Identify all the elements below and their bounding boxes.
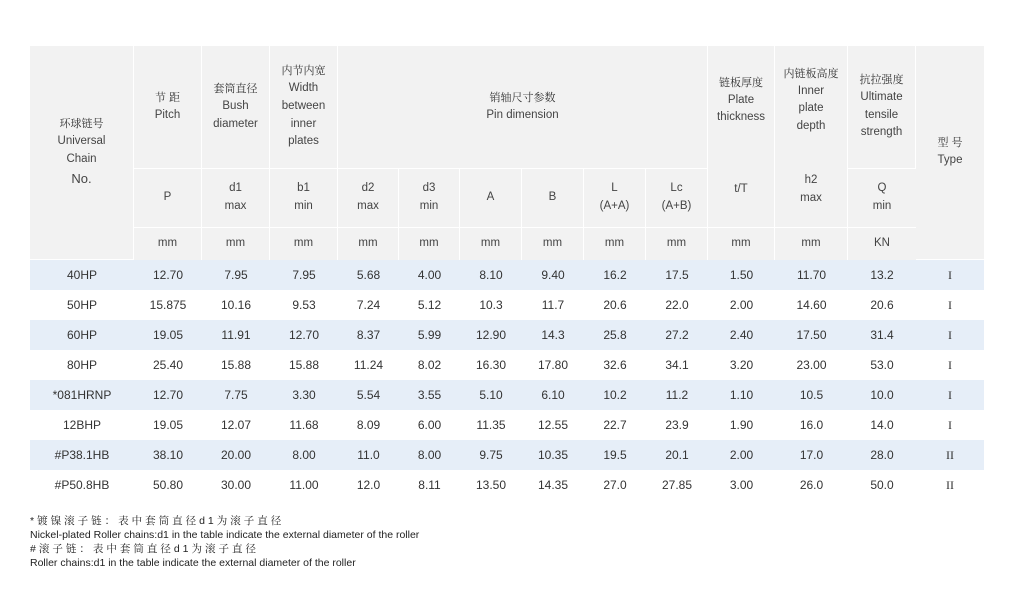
table-cell: 10.2 xyxy=(584,380,646,410)
unit-pitch: mm xyxy=(134,228,202,260)
header-en-label: Bush xyxy=(222,99,249,112)
header-limit: min xyxy=(419,200,439,212)
table-row xyxy=(30,470,984,500)
symbol-pin-d3 xyxy=(399,169,460,228)
table-cell: 11.68 xyxy=(270,410,338,440)
table-cell: 11.00 xyxy=(270,470,338,500)
table-cell: 11.0 xyxy=(338,440,399,470)
table-cell: 28.0 xyxy=(848,440,916,470)
table-cell: 25.8 xyxy=(584,320,646,350)
type-cell: I xyxy=(916,410,984,440)
header-symbol: A xyxy=(486,191,495,204)
unit-pin-a: mm xyxy=(460,228,522,260)
header-en-label: plate xyxy=(798,102,824,115)
symbol-pin-l xyxy=(584,169,646,228)
table-cell: 10.0 xyxy=(848,380,916,410)
table-cell: 12.55 xyxy=(522,410,584,440)
symbol-pin-a xyxy=(460,169,522,228)
unit-pin-d2: mm xyxy=(338,228,399,260)
table-cell: 6.10 xyxy=(522,380,584,410)
table-cell: 19.5 xyxy=(584,440,646,470)
table-cell: 50.80 xyxy=(134,470,202,500)
unit-pin-lc: mm xyxy=(646,228,708,260)
chain-number-cell: #P38.1HB xyxy=(30,440,134,470)
symbol-pin-d2 xyxy=(338,169,399,228)
table-cell: 38.10 xyxy=(134,440,202,470)
table-cell: 16.0 xyxy=(775,410,848,440)
table-cell: 12.90 xyxy=(460,320,522,350)
table-cell: 1.90 xyxy=(708,410,775,440)
table-cell: 13.50 xyxy=(460,470,522,500)
unit-tensile: KN xyxy=(874,237,890,250)
table-cell: 7.24 xyxy=(338,290,399,320)
table-cell: 10.35 xyxy=(522,440,584,470)
symbol-pitch xyxy=(134,169,202,228)
unit-inner-depth: mm xyxy=(775,228,848,260)
header-symbol: d2 xyxy=(361,182,375,195)
table-cell: 20.6 xyxy=(584,290,646,320)
table-row xyxy=(30,350,984,380)
table-cell: 2.00 xyxy=(708,290,775,320)
table-cell: 22.7 xyxy=(584,410,646,440)
table-cell: 10.16 xyxy=(202,290,270,320)
header-limit: max xyxy=(224,200,247,212)
table-cell: 8.37 xyxy=(338,320,399,350)
header-cn-label: 链板厚度 xyxy=(719,76,764,89)
header-limit: min xyxy=(294,200,313,212)
note-roller-cn: #滚子链：表中套筒直径d1为滚子直径 xyxy=(30,543,260,555)
type-cell: I xyxy=(916,320,984,350)
table-cell: 5.12 xyxy=(399,290,460,320)
header-cn-label: 抗拉强度 xyxy=(859,73,904,86)
table-cell: 7.75 xyxy=(202,380,270,410)
table-cell: 17.50 xyxy=(775,320,848,350)
header-pin-dimension xyxy=(338,46,708,169)
symbol-pin-b xyxy=(522,169,584,228)
table-cell: 27.85 xyxy=(646,470,708,500)
header-limit: (A+A) xyxy=(599,200,630,212)
chain-number-cell: 60HP xyxy=(30,320,134,350)
header-plate-thickness xyxy=(708,46,775,228)
header-cn-label: 节 距 xyxy=(154,91,181,104)
chain-number-cell: *081HRNP xyxy=(30,380,134,410)
chain-number-cell: 40HP xyxy=(30,260,134,290)
table-body xyxy=(30,260,984,500)
table-cell: 9.75 xyxy=(460,440,522,470)
header-symbol: P xyxy=(163,191,172,204)
table-row xyxy=(30,260,984,290)
table-cell: 9.53 xyxy=(270,290,338,320)
table-cell: 34.1 xyxy=(646,350,708,380)
note-nickel-en: Nickel-plated Roller chains:d1 in the table indicate the external diameter of the roller xyxy=(30,529,420,541)
table-cell: 2.40 xyxy=(708,320,775,350)
table-cell: 50.0 xyxy=(848,470,916,500)
table-cell: 25.40 xyxy=(134,350,202,380)
table-cell: 11.2 xyxy=(646,380,708,410)
table-cell: 26.0 xyxy=(775,470,848,500)
table-cell: 8.00 xyxy=(270,440,338,470)
chain-number-cell: 12BHP xyxy=(30,410,134,440)
header-symbol: Lc xyxy=(670,182,683,195)
table-cell: 20.1 xyxy=(646,440,708,470)
header-pitch xyxy=(134,46,202,169)
type-cell: II xyxy=(916,470,984,500)
header-symbol: d3 xyxy=(422,182,436,195)
table-cell: 4.00 xyxy=(399,260,460,290)
type-cell: II xyxy=(916,440,984,470)
header-en-label: Chain xyxy=(66,152,97,165)
symbol-tensile xyxy=(848,169,916,228)
table-cell: 17.80 xyxy=(522,350,584,380)
chain-number-cell: 50HP xyxy=(30,290,134,320)
table-cell: 5.10 xyxy=(460,380,522,410)
header-en-label: Type xyxy=(937,154,963,167)
type-cell: I xyxy=(916,290,984,320)
table-cell: 8.09 xyxy=(338,410,399,440)
chain-number-cell: #P50.8HB xyxy=(30,470,134,500)
table-cell: 5.99 xyxy=(399,320,460,350)
chain-number-cell: 80HP xyxy=(30,350,134,380)
header-cn-label: 套筒直径 xyxy=(213,82,258,95)
unit-plate: mm xyxy=(708,228,775,260)
header-type xyxy=(916,46,984,260)
header-en-label: thickness xyxy=(717,111,765,124)
header-symbol: Q xyxy=(877,182,887,195)
header-row-units xyxy=(30,228,984,260)
table-cell: 15.88 xyxy=(202,350,270,380)
table-row xyxy=(30,410,984,440)
header-symbol: B xyxy=(548,191,557,204)
table-cell: 1.50 xyxy=(708,260,775,290)
header-limit: max xyxy=(800,191,822,204)
unit-pin-b: mm xyxy=(522,228,584,260)
header-en-label: Inner xyxy=(797,84,825,97)
table-cell: 1.10 xyxy=(708,380,775,410)
unit-pin-l: mm xyxy=(584,228,646,260)
table-cell: 7.95 xyxy=(270,260,338,290)
unit-width: mm xyxy=(270,228,338,260)
table-cell: 5.54 xyxy=(338,380,399,410)
table-cell: 27.2 xyxy=(646,320,708,350)
table-cell: 15.88 xyxy=(270,350,338,380)
header-cn-label: 环球链号 xyxy=(59,118,104,131)
table-cell: 31.4 xyxy=(848,320,916,350)
table-cell: 12.07 xyxy=(202,410,270,440)
header-cn-label: 内链板高度 xyxy=(783,67,839,80)
table-cell: 22.0 xyxy=(646,290,708,320)
table-cell: 11.7 xyxy=(522,290,584,320)
table-cell: 14.0 xyxy=(848,410,916,440)
table-cell: 8.11 xyxy=(399,470,460,500)
header-limit: max xyxy=(357,200,379,212)
table-cell: 8.10 xyxy=(460,260,522,290)
header-width-between-plates xyxy=(270,46,338,169)
symbol-width xyxy=(270,169,338,228)
symbol-pin-lc xyxy=(646,169,708,228)
header-cn-label: 内节内宽 xyxy=(281,64,326,77)
header-en-label: inner xyxy=(290,117,317,130)
header-symbol: t/T xyxy=(734,182,748,195)
header-ultimate-tensile-strength xyxy=(848,46,916,169)
header-limit: min xyxy=(872,200,892,212)
table-cell: 12.0 xyxy=(338,470,399,500)
type-cell: I xyxy=(916,260,984,290)
header-en-label: Width xyxy=(288,81,319,94)
header-en-label: strength xyxy=(860,126,903,139)
header-symbol: d1 xyxy=(229,182,242,195)
header-universal-chain xyxy=(30,46,134,260)
unit-pin-d3: mm xyxy=(399,228,460,260)
table-cell: 3.55 xyxy=(399,380,460,410)
table-cell: 23.9 xyxy=(646,410,708,440)
table-row xyxy=(30,440,984,470)
header-cn-label: 销轴尺寸参数 xyxy=(489,91,556,104)
header-cn-label: 型 号 xyxy=(937,137,963,150)
table-row xyxy=(30,290,984,320)
header-symbol: L xyxy=(611,182,618,195)
table-cell: 14.3 xyxy=(522,320,584,350)
table-cell: 8.00 xyxy=(399,440,460,470)
note-nickel-cn: *镀镍滚子链：表中套筒直径d1为滚子直径 xyxy=(30,515,285,527)
table-cell: 12.70 xyxy=(134,260,202,290)
header-en-label: depth xyxy=(796,120,826,133)
table-cell: 12.70 xyxy=(270,320,338,350)
table-cell: 19.05 xyxy=(134,410,202,440)
table-cell: 20.6 xyxy=(848,290,916,320)
table-cell: 10.5 xyxy=(775,380,848,410)
unit-bush: mm xyxy=(202,228,270,260)
header-en-label: Pitch xyxy=(154,108,181,121)
table-cell: 3.30 xyxy=(270,380,338,410)
table-cell: 16.2 xyxy=(584,260,646,290)
type-cell: I xyxy=(916,380,984,410)
table-cell: 6.00 xyxy=(399,410,460,440)
table-cell: 7.95 xyxy=(202,260,270,290)
table-cell: 9.40 xyxy=(522,260,584,290)
header-en-label: tensile xyxy=(864,108,899,121)
table-cell: 11.91 xyxy=(202,320,270,350)
table-cell: 8.02 xyxy=(399,350,460,380)
header-inner-plate-depth xyxy=(775,46,848,228)
header-en-label: plates xyxy=(288,135,319,148)
table-cell: 2.00 xyxy=(708,440,775,470)
table-cell: 10.3 xyxy=(460,290,522,320)
table-cell: 19.05 xyxy=(134,320,202,350)
table-cell: 3.00 xyxy=(708,470,775,500)
footnotes xyxy=(30,514,419,570)
table-cell: 11.70 xyxy=(775,260,848,290)
chain-spec-table xyxy=(30,46,984,500)
header-en-label: Plate xyxy=(727,93,755,106)
table-cell: 14.60 xyxy=(775,290,848,320)
header-en-label: Pin dimension xyxy=(486,108,559,121)
table-cell: 5.68 xyxy=(338,260,399,290)
header-limit: (A+B) xyxy=(661,200,692,212)
table-cell: 30.00 xyxy=(202,470,270,500)
table-cell: 27.0 xyxy=(584,470,646,500)
header-symbol: b1 xyxy=(297,182,310,195)
table-cell: 11.24 xyxy=(338,350,399,380)
table-cell: 53.0 xyxy=(848,350,916,380)
table-cell: 17.5 xyxy=(646,260,708,290)
table-cell: 14.35 xyxy=(522,470,584,500)
type-cell: I xyxy=(916,350,984,380)
table-cell: 13.2 xyxy=(848,260,916,290)
symbol-bush xyxy=(202,169,270,228)
header-en-label: Universal xyxy=(57,135,106,148)
header-en-label: between xyxy=(281,99,326,112)
table-cell: 17.0 xyxy=(775,440,848,470)
header-row-labels xyxy=(30,46,984,169)
table-cell: 11.35 xyxy=(460,410,522,440)
table-cell: 16.30 xyxy=(460,350,522,380)
table-row xyxy=(30,320,984,350)
note-roller-en: Roller chains:d1 in the table indicate the external diameter of the roller xyxy=(30,557,356,569)
header-en-label: Ultimate xyxy=(860,90,903,103)
table-cell: 23.00 xyxy=(775,350,848,380)
table-cell: 20.00 xyxy=(202,440,270,470)
header-symbol: h2 xyxy=(804,173,818,186)
table-cell: 3.20 xyxy=(708,350,775,380)
header-bush-diameter xyxy=(202,46,270,169)
table-cell: 15.875 xyxy=(134,290,202,320)
table-cell: 12.70 xyxy=(134,380,202,410)
table-cell: 32.6 xyxy=(584,350,646,380)
header-en-label: diameter xyxy=(213,117,258,130)
header-no-label: No. xyxy=(71,170,92,186)
table-row xyxy=(30,380,984,410)
